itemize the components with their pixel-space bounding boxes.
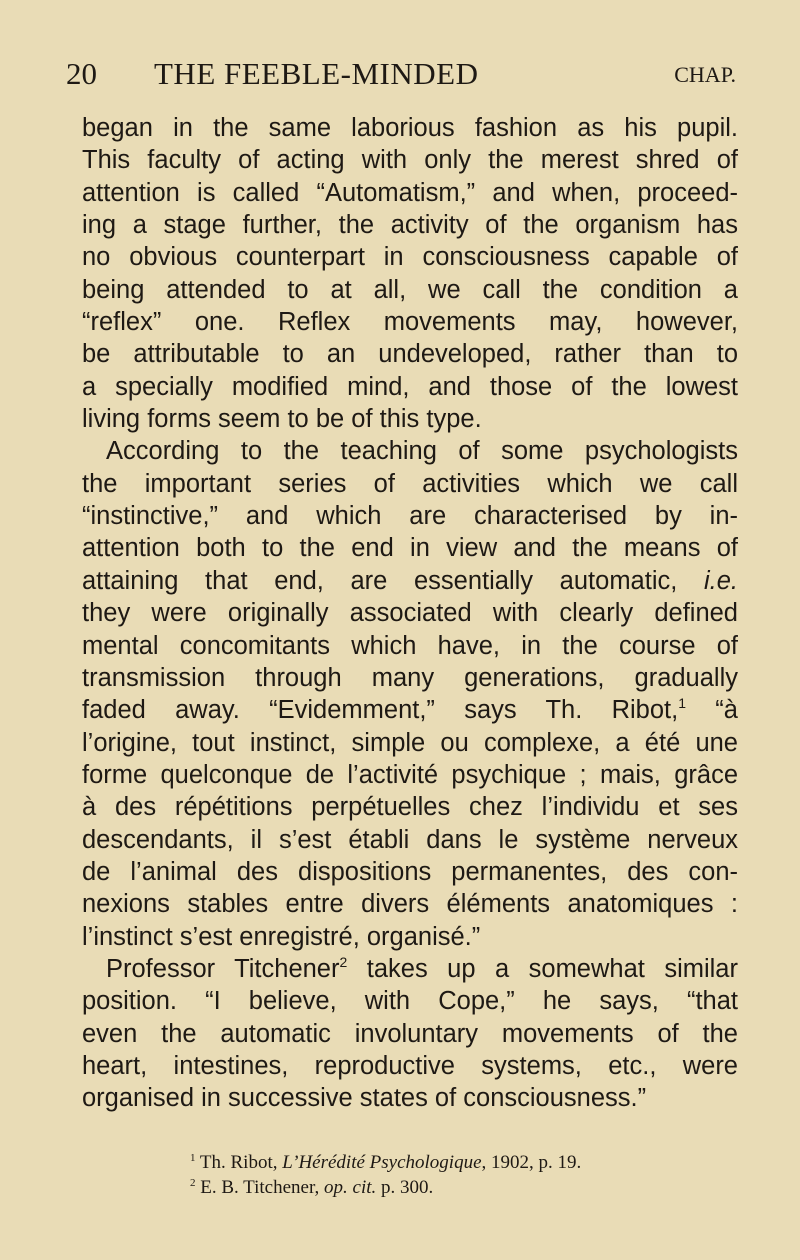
text-segment: , 1902, p. 19. [481,1152,582,1173]
text-line [82,597,738,629]
text-line [82,403,738,435]
text-segment: de l’animal des dispositions permanentes, des con- [82,857,738,886]
footnote-marker: 1 [678,695,687,712]
text-line [82,824,738,856]
running-header [66,56,736,96]
text-line [82,306,738,338]
footnote-marker: 2 [339,953,348,970]
text-segment: attaining that end, are essentially automatic, [82,566,704,595]
text-line [82,694,738,726]
text-segment: transmission through many generations, gradually [82,663,738,692]
text-line [82,565,738,597]
text-segment: mental concomitants which have, in the course of [82,631,738,660]
footnote-marker: 2 [190,1177,196,1189]
footnote [190,1177,433,1199]
text-line [82,338,738,370]
text-line [82,630,738,662]
text-line [82,1050,738,1082]
text-line [82,435,738,467]
text-line [82,856,738,888]
running-title: THE FEEBLE-MINDED [154,56,479,91]
text-segment: This faculty of acting with only the merest shred of [82,146,738,175]
footnote [190,1152,581,1174]
text-segment: be attributable to an undeveloped, rather than to [82,340,738,369]
text-segment: takes up a somewhat similar [347,954,738,983]
italic-text: L’Hérédité Psychologique [282,1152,482,1173]
text-line [82,953,738,985]
text-segment: “à [686,696,738,725]
text-line [82,791,738,823]
text-line [82,209,738,241]
text-segment: forme quelconque de l’activité psychique ; mais, grâce [82,760,738,789]
text-line [82,500,738,532]
text-line [82,274,738,306]
text-segment: attention is called “Automatism,” and when, proceed- [82,178,738,207]
text-segment: position. “I believe, with Cope,” he says, “that [82,987,738,1016]
text-segment: began in the same laborious fashion as his pupil. [82,114,738,142]
text-line [82,921,738,953]
text-segment: à des répétitions perpétuelles chez l’individu et ses [82,793,738,822]
text-line [82,1082,738,1114]
text-line [82,112,738,144]
text-line [82,985,738,1017]
text-segment: nexions stables entre divers éléments anatomiques : [82,890,738,919]
text-line [82,1018,738,1050]
text-segment: E. B. Titchener, [195,1177,325,1198]
text-segment: l’origine, tout instinct, simple ou complexe, a été une [82,728,738,757]
page-number: 20 [66,56,97,91]
text-segment: “instinctive,” and which are characterised by in- [82,502,738,531]
italic-text: op. cit. [324,1177,377,1198]
text-segment: the important series of activities which we call [82,469,738,498]
body-text [82,112,738,1115]
text-line [82,241,738,273]
italic-text: i.e. [703,566,738,595]
text-segment: Th. Ribot, [195,1152,283,1173]
text-segment: l’instinct s’est enregistré, organisé.” [82,922,481,951]
footnote-marker: 1 [190,1152,196,1164]
chapter-label: CHAP. [674,62,736,87]
text-segment: living forms seem to be of this type. [82,405,482,434]
text-segment: descendants, il s’est établi dans le système nerveux [82,825,738,854]
text-segment: attention both to the end in view and the means of [82,534,738,563]
text-segment: being attended to at all, we call the condition a [82,275,738,304]
text-segment: organised in successive states of consciousness.” [82,1084,647,1113]
text-line [82,177,738,209]
text-segment: even the automatic involuntary movements of the [82,1019,738,1048]
text-line [82,532,738,564]
text-line [82,727,738,759]
text-segment: According to the teaching of some psychologists [106,437,738,466]
text-line [82,144,738,176]
text-segment: no obvious counterpart in consciousness capable of [82,243,738,272]
text-segment: they were originally associated with clearly defined [82,599,738,628]
text-line [82,759,738,791]
text-line [82,371,738,403]
text-segment: ing a stage further, the activity of the organism has [82,211,738,240]
text-line [82,888,738,920]
text-segment: faded away. “Evidemment,” says Th. Ribot, [82,696,679,725]
text-line [82,468,738,500]
text-segment: a specially modified mind, and those of the lowest [82,372,738,401]
text-segment: Professor Titchener [106,954,340,983]
text-segment: p. 300. [376,1177,434,1198]
text-segment: heart, intestines, reproductive systems, etc., were [82,1051,738,1080]
text-segment: “reflex” one. Reflex movements may, however, [82,308,738,337]
text-line [82,662,738,694]
